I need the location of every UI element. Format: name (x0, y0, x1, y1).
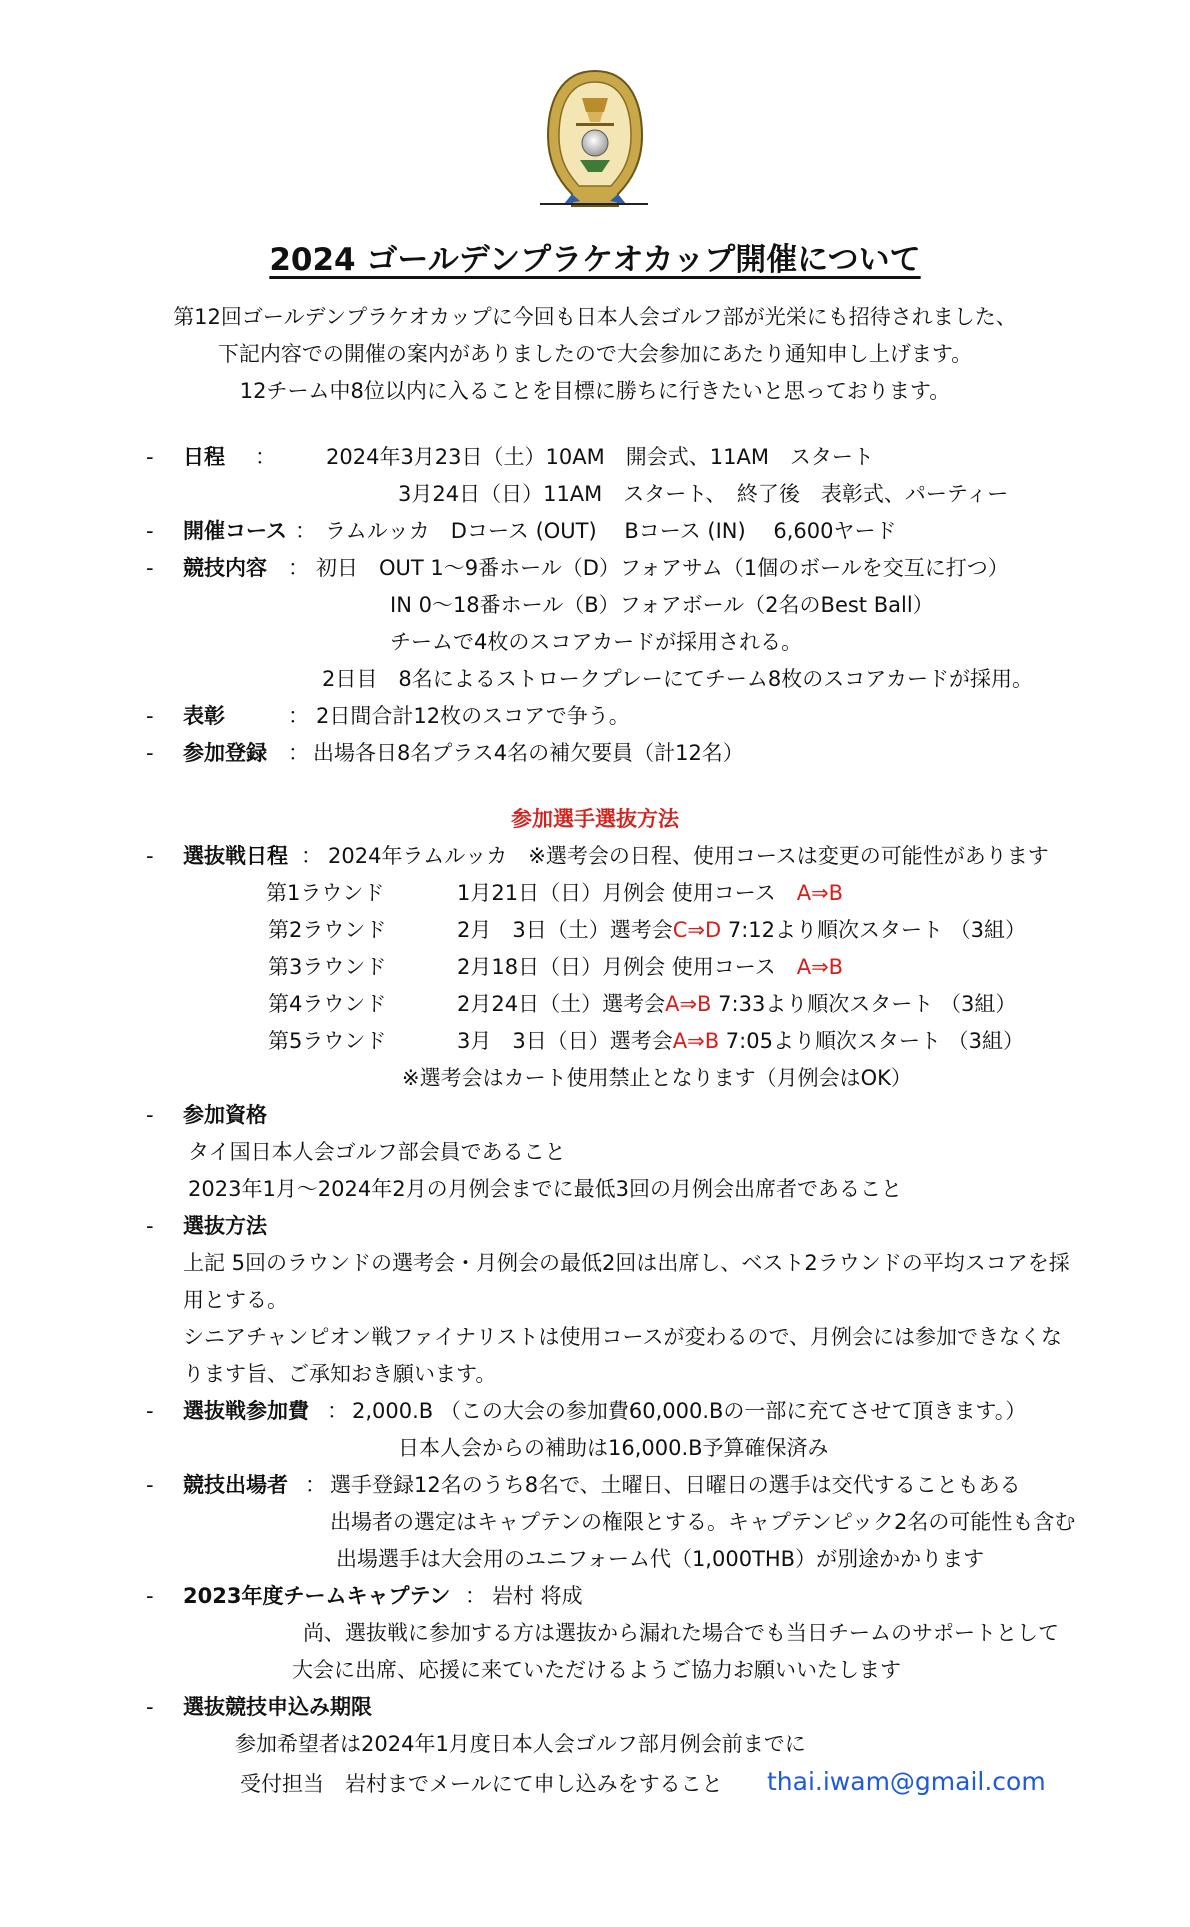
round-date: 2月24日（土） (457, 992, 603, 1016)
round-desc: 選考会 (609, 1029, 673, 1053)
registration-text: 出場各日8名プラス4名の補欠要員（計12名） (313, 741, 744, 765)
deadline-line-1: 参加希望者は2024年1月度日本人会ゴルフ部月例会前までに (235, 1732, 806, 1756)
selection-schedule-sep: ： (301, 844, 322, 868)
captain-name: 岩村 将成 (492, 1584, 583, 1608)
round-course: A⇒B (665, 992, 712, 1016)
cart-note: ※選考会はカート使用禁止となります（月例会はOK） (402, 1066, 912, 1090)
bullet-dash: - (146, 1473, 154, 1497)
captain-line-1: 尚、選抜戦に参加する方は選抜から漏れた場合でも当日チームのサポートとして (303, 1621, 1059, 1645)
captain-label: 2023年度チームキャプテン (183, 1584, 451, 1608)
round-date: 3月 3日（日） (457, 1029, 610, 1053)
round-desc: 選考会 (609, 918, 673, 942)
competition-line-4: 2日目 8名によるストロークプレーにてチーム8枚のスコアカードが採用。 (322, 667, 1034, 691)
fee-sep: ： (327, 1399, 348, 1423)
competition-label: 競技内容 (183, 556, 267, 580)
golf-club-emblem-icon (542, 68, 648, 208)
selection-schedule-text: 2024年ラムルッカ ※選考会の日程、使用コースは変更の可能性があります (328, 844, 1049, 868)
schedule-line-2: 3月24日（日）11AM スタート、 終了後 表彰式、パーティー (398, 482, 1009, 506)
deadline-label: 選抜競技申込み期限 (183, 1695, 372, 1719)
bullet-dash: - (146, 1214, 154, 1238)
fee-line-1: 2,000.B （この大会の参加費60,000.Bの一部に充てさせて頂きます。） (352, 1399, 1027, 1423)
players-sep: ： (305, 1473, 326, 1497)
eligibility-line-2: 2023年1月〜2024年2月の月例会までに最低3回の月例会出席者であること (188, 1177, 902, 1201)
competition-line-3: チームで4枚のスコアカードが採用される。 (390, 630, 803, 654)
round-desc: 月例会 使用コース (602, 955, 797, 979)
players-line-2: 出場者の選定はキャプテンの権限とする。キャプテンピック2名の可能性も含む (330, 1510, 1076, 1534)
captain-sep: ： (465, 1584, 486, 1608)
eligibility-label: 参加資格 (183, 1103, 267, 1127)
players-line-3: 出場選手は大会用のユニフォーム代（1,000THB）が別途かかります (336, 1547, 985, 1571)
bullet-dash: - (146, 1103, 154, 1127)
method-line-4: ります旨、ご承知おき願います。 (183, 1362, 497, 1386)
round-detail (457, 916, 1026, 944)
round-detail (457, 1027, 1024, 1055)
schedule-sep: ： (255, 445, 276, 469)
round-course: A⇒B (672, 1029, 720, 1053)
eligibility-line-1: タイ国日本人会ゴルフ部会員であること (188, 1140, 566, 1164)
method-line-3: シニアチャンピオン戦ファイナリストは使用コースが変わるので、月例会には参加できなくな (183, 1325, 1063, 1349)
bullet-dash: - (146, 556, 154, 580)
selection-schedule-label: 選抜戦日程 (183, 844, 288, 868)
award-label: 表彰 (183, 704, 225, 728)
schedule-line-1: 2024年3月23日（土）10AM 開会式、11AM スタート (326, 445, 874, 469)
bullet-dash: - (146, 1399, 154, 1423)
registration-label: 参加登録 (183, 741, 267, 765)
round-start: 7:33より順次スタート （3組） (711, 992, 1017, 1016)
round-date: 2月 3日（土） (457, 918, 610, 942)
fee-label: 選抜戦参加費 (183, 1399, 309, 1423)
round-desc: 選考会 (602, 992, 666, 1016)
bullet-dash: - (146, 741, 154, 765)
competition-sep: ： (288, 556, 309, 580)
round-name: 第1ラウンド (266, 881, 385, 905)
bullet-dash: - (146, 704, 154, 728)
bullet-dash: - (146, 844, 154, 868)
round-course: A⇒B (796, 955, 844, 979)
bullet-dash: - (146, 1584, 154, 1608)
logo-underline (540, 203, 648, 205)
players-label: 競技出場者 (183, 1473, 288, 1497)
captain-line-2: 大会に出席、応援に来ていただけるようご協力お願いいたします (292, 1658, 901, 1682)
method-line-2: 用とする。 (183, 1288, 288, 1312)
competition-line-2: IN 0〜18番ホール（B）フォアボール（2名のBest Ball） (390, 593, 934, 617)
registration-sep: ： (288, 741, 309, 765)
selection-heading: 参加選手選抜方法 (511, 807, 679, 831)
round-detail (457, 990, 1016, 1018)
method-label: 選抜方法 (183, 1214, 267, 1238)
schedule-label: 日程 (183, 445, 225, 469)
round-name: 第3ラウンド (268, 955, 387, 979)
round-desc: 月例会 使用コース (602, 881, 797, 905)
fee-line-2: 日本人会からの補助は16,000.B予算確保済み (398, 1436, 829, 1460)
competition-line-1: 初日 OUT 1〜9番ホール（D）フォアサム（1個のボールを交互に打つ） (316, 556, 1009, 580)
round-detail (457, 953, 843, 981)
players-line-1: 選手登録12名のうち8名で、土曜日、日曜日の選手は交代することもある (330, 1473, 1021, 1497)
award-sep: ： (288, 704, 309, 728)
bullet-dash: - (146, 1695, 154, 1719)
round-name: 第5ラウンド (268, 1029, 387, 1053)
round-name: 第2ラウンド (268, 918, 387, 942)
page-title: 2024 ゴールデンプラケオカップ開催について (269, 242, 921, 278)
round-date: 2月18日（日） (457, 955, 603, 979)
round-start: 7:05より順次スタート （3組） (719, 1029, 1024, 1053)
round-course: A⇒B (796, 881, 844, 905)
bullet-dash: - (146, 519, 154, 543)
bullet-dash: - (146, 445, 154, 469)
course-sep: ： (295, 519, 316, 543)
round-start: 7:12より順次スタート （3組） (721, 918, 1027, 942)
method-line-1: 上記 5回のラウンドの選考会・月例会の最低2回は出席し、ベスト2ラウンドの平均スコアを採 (183, 1251, 1070, 1275)
intro-line-1: 第12回ゴールデンプラケオカップに今回も日本人会ゴルフ部が光栄にも招待されました、 (173, 305, 1017, 329)
deadline-line-2: 受付担当 岩村までメールにて申し込みをすること (240, 1772, 723, 1796)
round-date: 1月21日（日） (457, 881, 603, 905)
intro-line-3: 12チーム中8位以内に入ることを目標に勝ちに行きたいと思っております。 (239, 379, 951, 403)
contact-email-link[interactable]: thai.iwam@gmail.com (767, 1767, 1046, 1796)
course-text: ラムルッカ Dコース (OUT) Bコース (IN) 6,600ヤード (325, 519, 897, 543)
round-name: 第4ラウンド (268, 992, 387, 1016)
round-course: C⇒D (672, 918, 722, 942)
award-text: 2日間合計12枚のスコアで争う。 (316, 704, 630, 728)
round-detail (457, 879, 843, 907)
intro-line-2: 下記内容での開催の案内がありましたので大会参加にあたり通知申し上げます。 (217, 342, 973, 366)
course-label: 開催コース (183, 519, 287, 543)
